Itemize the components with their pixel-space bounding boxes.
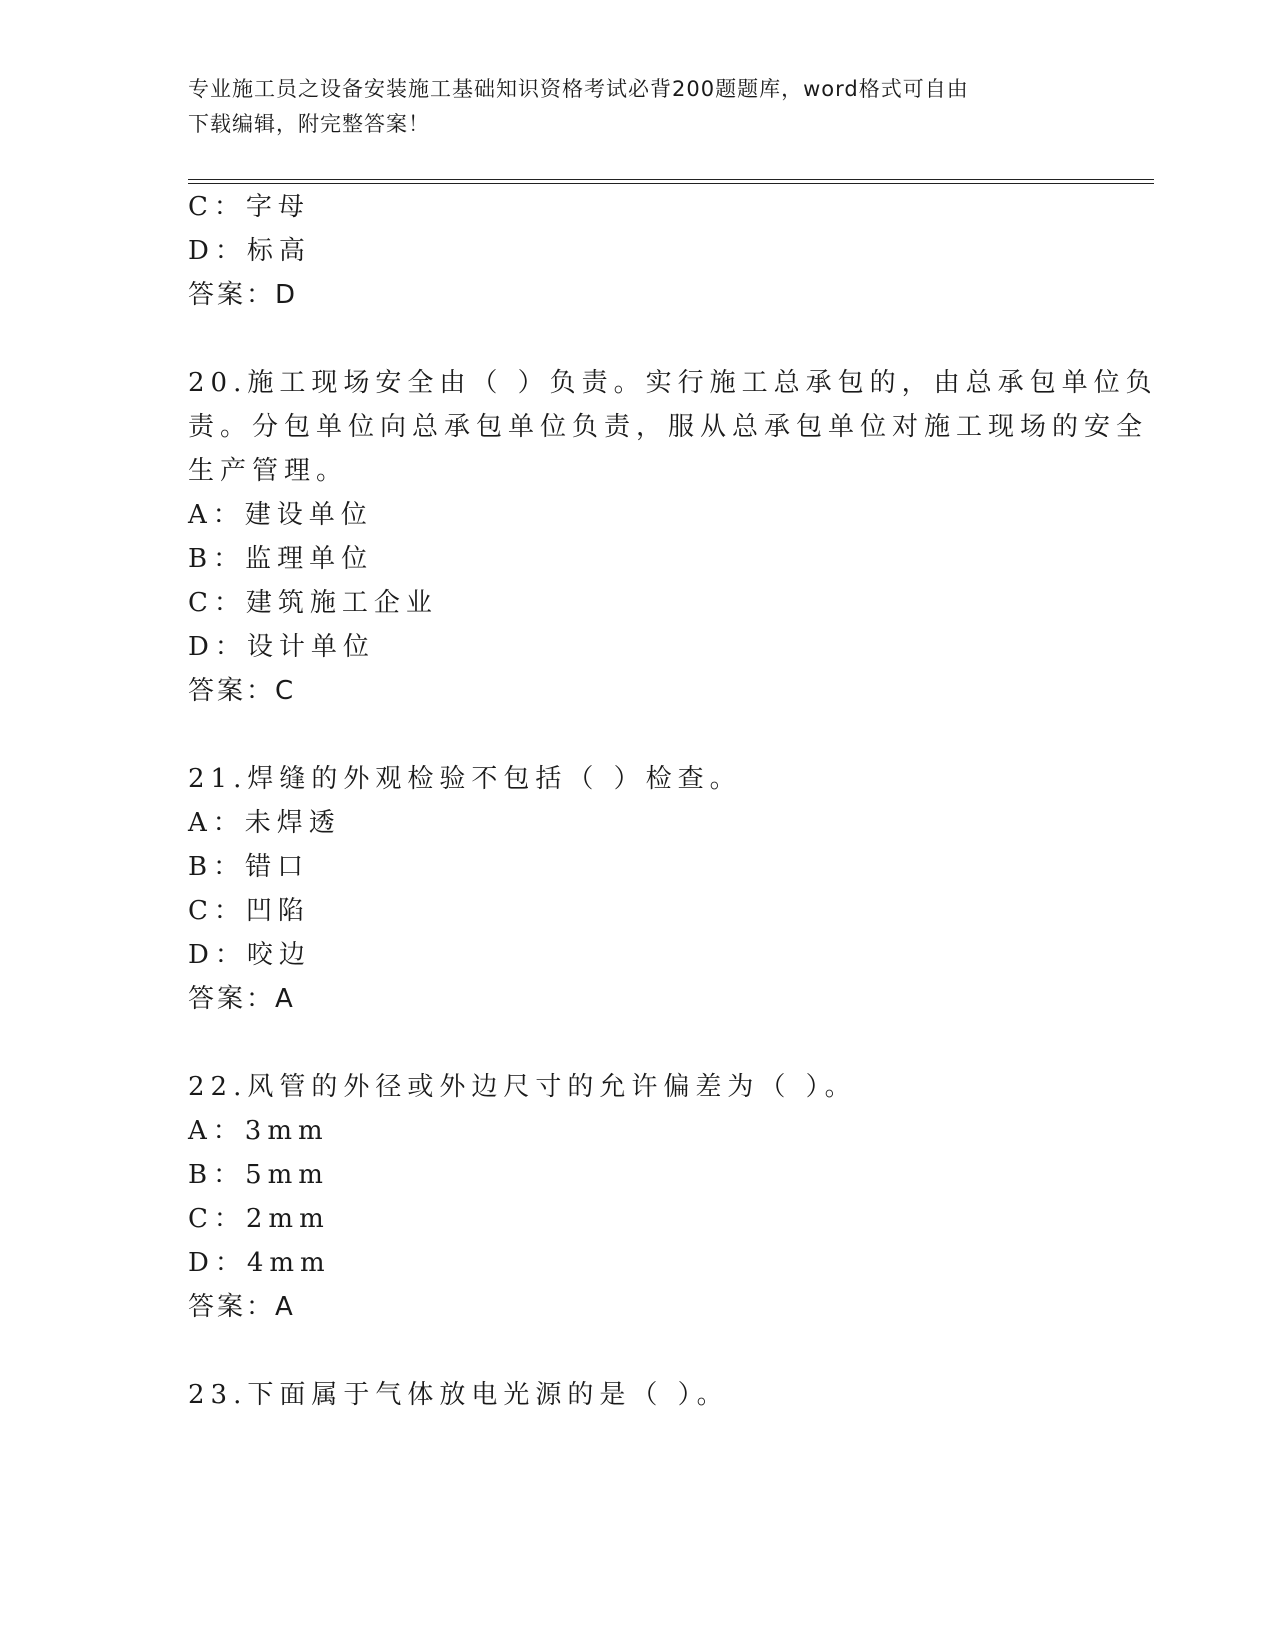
- option-b: B：监理单位: [188, 544, 374, 574]
- option-d: D：咬边: [188, 940, 311, 970]
- option-d: D：设计单位: [188, 632, 375, 662]
- question-stem: 22.风管的外径或外边尺寸的允许偏差为（ ）。: [188, 1072, 857, 1102]
- answer-line: 答案：A: [188, 984, 296, 1014]
- question-stem-continued: 责。分包单位向总承包单位负责，服从总承包单位对施工现场的安全: [188, 412, 1149, 442]
- option-c: C：字母: [188, 192, 310, 222]
- option-d: D：4mm: [188, 1248, 331, 1278]
- option-a: A：未焊透: [188, 808, 341, 838]
- option-c: C：建筑施工企业: [188, 588, 438, 618]
- option-a: A：建设单位: [188, 500, 373, 530]
- answer-line: 答案：C: [188, 676, 297, 706]
- document-header: 专业施工员之设备安装施工基础知识资格考试必背200题题库，word格式可自由 下载编辑，附完整答案！: [188, 77, 969, 136]
- option-b: B：5mm: [188, 1160, 329, 1190]
- header-rule-bottom: [188, 183, 1154, 184]
- option-a: A：3mm: [188, 1116, 329, 1146]
- question-stem: 21.焊缝的外观检验不包括（ ）检查。: [188, 764, 742, 794]
- answer-line: 答案：A: [188, 1292, 296, 1322]
- question-stem-continued: 生产管理。: [188, 456, 349, 486]
- option-d: D：标高: [188, 236, 311, 266]
- answer-line: 答案：D: [188, 280, 299, 310]
- option-b: B：错口: [188, 852, 310, 882]
- option-c: C：2mm: [188, 1204, 330, 1234]
- question-stem: 23.下面属于气体放电光源的是（ ）。: [188, 1380, 729, 1410]
- question-stem: 20.施工现场安全由（ ）负责。实行施工总承包的，由总承包单位负: [188, 368, 1158, 398]
- option-c: C：凹陷: [188, 896, 310, 926]
- header-rule-top: [188, 179, 1154, 180]
